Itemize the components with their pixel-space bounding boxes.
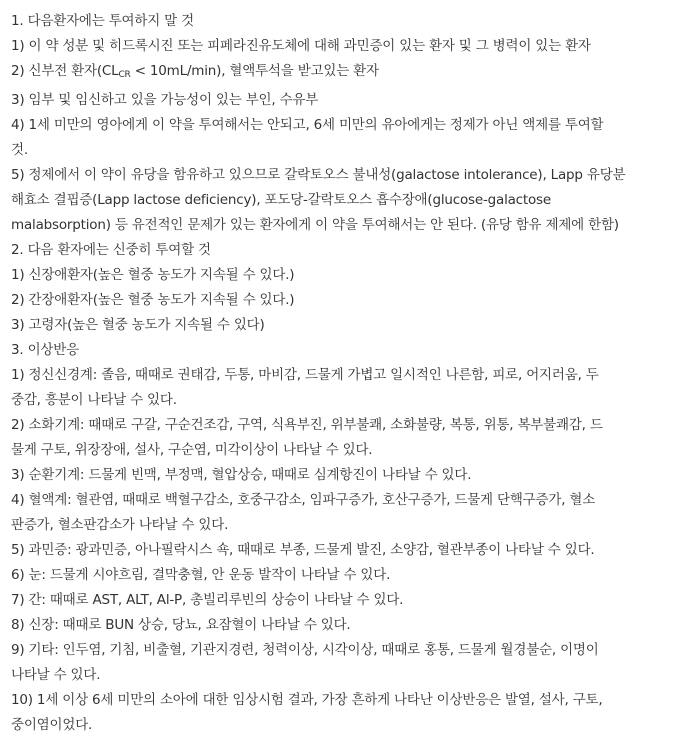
document-body [11, 9, 677, 738]
adverse-item-9-cont: 나타날 수 있다. [11, 667, 101, 683]
adverse-item-4-cont: 판증가, 혈소판감소가 나타날 수 있다. [11, 517, 229, 533]
contraindication-item-1: 1) 이 약 성분 및 히드록시진 또는 피페라진유도체에 대해 과민증이 있는 환자 및 그 병력이 있는 환자 [11, 38, 591, 54]
adverse-item-4: 4) 혈액계: 혈관염, 때때로 백혈구감소, 호중구감소, 임파구증가, 호산구증가, 드물게 단핵구증가, 혈소 [11, 492, 596, 508]
adverse-item-3: 3) 순환기계: 드물게 빈맥, 부정맥, 혈압상승, 때때로 심계항진이 나타날 수 있다. [11, 467, 472, 483]
adverse-item-10-cont: 중이염이었다. [11, 717, 93, 733]
caution-item-1: 1) 신장애환자(높은 혈중 농도가 지속될 수 있다.) [11, 267, 295, 283]
adverse-item-6: 6) 눈: 드물게 시야흐림, 결막충혈, 안 운동 발작이 나타날 수 있다. [11, 567, 391, 583]
adverse-item-9: 9) 기타: 인두염, 기침, 비출혈, 기관지경련, 청력이상, 시각이상, 때때로 홍통, 드물게 월경불순, 이명이 [11, 642, 599, 658]
contraindication-item-4: 4) 1세 미만의 영아에게 이 약을 투여해서는 안되고, 6세 미만의 유아에게는 정제가 아닌 액제를 투여할 [11, 117, 604, 133]
adverse-item-5: 5) 과민증: 광과민증, 아나필락시스 쇽, 때때로 부종, 드물게 발진, 소양감, 혈관부종이 나타날 수 있다. [11, 542, 595, 558]
section-1-heading: 1. 다음환자에는 투여하지 말 것 [11, 13, 194, 29]
renal-line-prefix: 2) 신부전 환자(CL [11, 63, 119, 79]
adverse-item-2-cont: 물게 구토, 위장장애, 설사, 구순염, 미각이상이 나타날 수 있다. [11, 442, 373, 458]
contraindication-item-3: 3) 임부 및 임신하고 있을 가능성이 있는 부인, 수유부 [11, 92, 319, 108]
renal-line-subscript: CR [118, 70, 131, 80]
adverse-item-2: 2) 소화기계: 때때로 구갈, 구순건조감, 구역, 식욕부진, 위부불쾌, 소화불량, 복통, 위통, 복부불쾌감, 드 [11, 417, 603, 433]
caution-item-3: 3) 고령자(높은 혈중 농도가 지속될 수 있다) [11, 317, 265, 333]
adverse-item-1-cont: 중감, 흥분이 나타날 수 있다. [11, 392, 177, 408]
renal-line-suffix: < 10mL/min), 혈액투석을 받고있는 환자 [130, 63, 379, 79]
contraindication-item-5: 5) 정제에서 이 약이 유당을 함유하고 있으므로 갈락토오스 불내성(galactose intolerance), Lapp 유당분 [11, 167, 626, 183]
contraindication-item-5-cont-1: 해효소 결핍증(Lapp lactose deficiency), 포도당-갈락토오스 흡수장애(glucose-galactose [11, 192, 552, 208]
section-3-heading: 3. 이상반응 [11, 342, 79, 358]
caution-item-2: 2) 간장애환자(높은 혈중 농도가 지속될 수 있다.) [11, 292, 295, 308]
adverse-item-10: 10) 1세 이상 6세 미만의 소아에 대한 임상시험 결과, 가장 흔하게 나타난 이상반응은 발열, 설사, 구토, [11, 692, 603, 708]
adverse-item-7: 7) 간: 때때로 AST, ALT, Al-P, 총빌리루빈의 상승이 나타날 수 있다. [11, 592, 404, 608]
contraindication-item-2 [11, 59, 677, 84]
adverse-item-1: 1) 정신신경계: 졸음, 때때로 권태감, 두통, 마비감, 드물게 가볍고 일시적인 나른함, 피로, 어지러움, 두 [11, 367, 599, 383]
adverse-item-8: 8) 신장: 때때로 BUN 상승, 당뇨, 요잠혈이 나타날 수 있다. [11, 617, 351, 633]
contraindication-item-4-cont: 것. [11, 142, 28, 158]
contraindication-item-5-cont-2: malabsorption) 등 유전적인 문제가 있는 환자에게 이 약을 투여해서는 안 된다. (유당 함유 제제에 한함) [11, 217, 619, 233]
section-2-heading: 2. 다음 환자에는 신중히 투여할 것 [11, 242, 211, 258]
